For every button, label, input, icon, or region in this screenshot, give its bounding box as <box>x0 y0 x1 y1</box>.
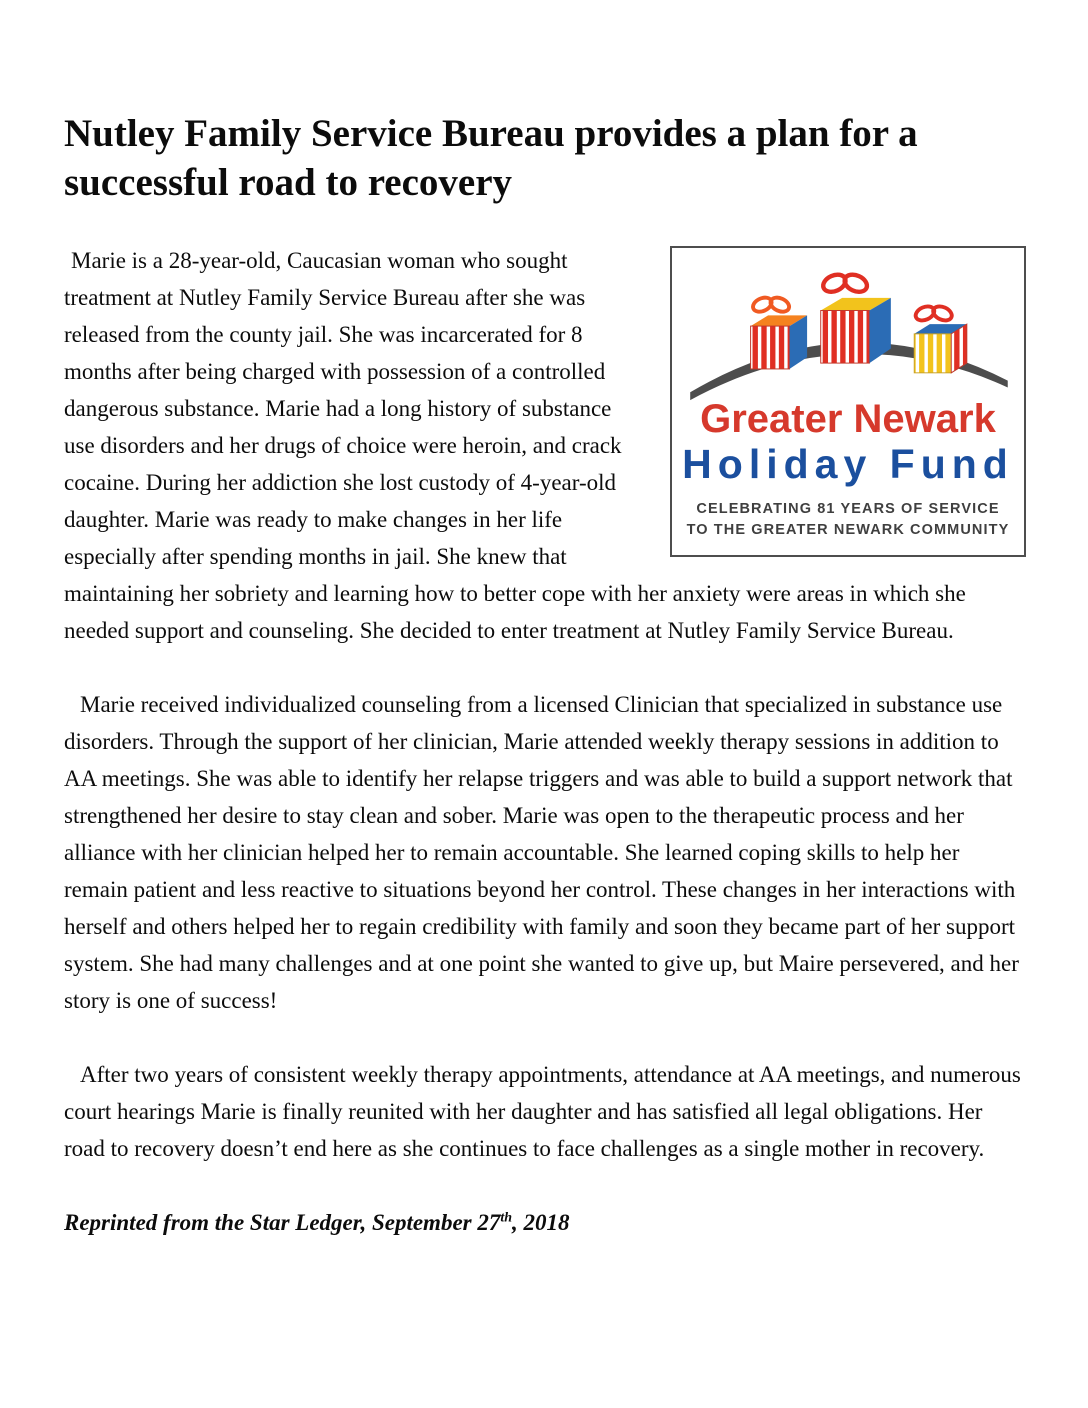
gift-box-right <box>913 303 966 372</box>
paragraph-3: After two years of consistent weekly therapy appointments, attendance at AA meetings, and numerous court hearings Marie is finally reunited with her daughter and has satisfied all legal obligations. Her road to recovery doesn’t end here as she continues to face challenges as a single mother in recovery. <box>64 1061 1021 1161</box>
paragraph-1: Marie is a 28-year-old, Caucasian woman who sought treatment at Nutley Family Service Bureau after she was released from the county jail. She was incarcerated for 8 months after being charged with possession of a controlled dangerous substance. Marie had a long history of substance use disorders and her drugs of choice were heroin, and crack cocaine. During her addiction she lost custody of 4-year-old daughter. Marie was ready to make changes in her life especially after spending months in jail. She knew that maintaining her sobriety and learning how to better cope with her anxiety were areas in which she needed support and counseling. She decided to enter treatment at Nutley Family Service Bureau. <box>64 247 966 643</box>
logo-title-line2: Holiday Fund <box>682 440 1014 487</box>
paragraph-2: Marie received individualized counseling from a licensed Clinician that specialized in substance use disorders. Through the support of her clinician, Marie attended weekly therapy sessions in addition to AA meetings. She was able to identify her relapse triggers and was able to build a support network that strengthened her desire to stay clean and sober. Marie was open to the therapeutic process and her alliance with her clinician helped her to remain accountable. She learned coping skills to help her remain patient and less reactive to situations beyond her control. These changes in her interactions with herself and others helped her to regain credibility with family and soon they became part of her support system. She had many challenges and at one point she wanted to give up, but Maire persevered, and her story is one of success! <box>64 691 1019 1013</box>
reprint-attribution <box>64 1204 1026 1241</box>
holiday-fund-logo <box>670 246 1026 557</box>
bow-icon <box>913 303 953 322</box>
logo-title-line1: Greater Newark <box>700 396 996 441</box>
reprint-attribution-suffix: , 2018 <box>512 1209 570 1235</box>
logo-tagline <box>682 499 1014 541</box>
gift-boxes-and-arc-icon <box>682 254 1014 404</box>
gift-box-center <box>821 271 891 363</box>
gift-box-left <box>751 294 807 368</box>
article-body <box>64 242 1026 1241</box>
bow-icon <box>751 294 791 313</box>
reprint-attribution-ordinal: th <box>500 1209 513 1225</box>
logo-tagline-line2: TO THE GREATER NEWARK COMMUNITY <box>686 521 1010 538</box>
logo-tagline-line1: CELEBRATING 81 YEARS OF SERVICE <box>696 500 1000 517</box>
reprint-attribution-prefix: Reprinted from the Star Ledger, September 27 <box>64 1209 501 1235</box>
article-title: Nutley Family Service Bureau provides a plan for a successful road to recovery <box>64 112 918 204</box>
bow-icon <box>821 271 870 295</box>
